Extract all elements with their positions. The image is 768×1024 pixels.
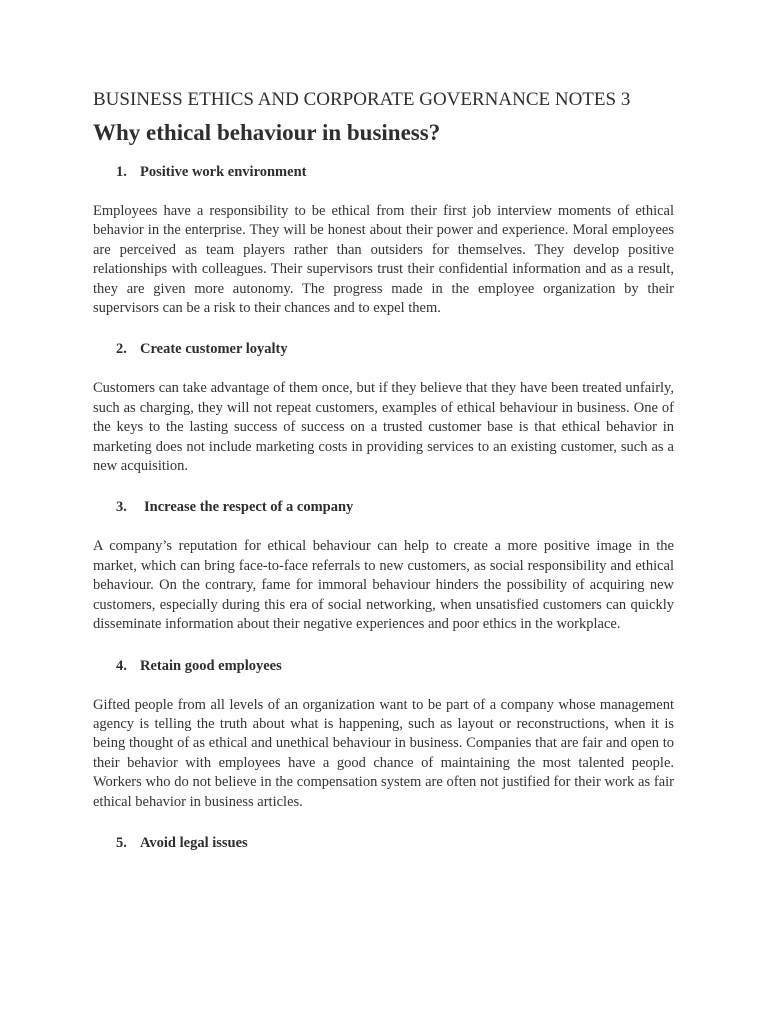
section-paragraph: A company’s reputation for ethical behaviour can help to create a more positive image in the market, which can bring face-to-face referrals to new customers, as social responsibility and ethical behaviour. On the contrary, fame for immoral behaviour hinders the possibility of acquiring new customers, especially during this era of social networking, when unsatisfied customers can quickly disseminate information about their negative experiences and poor ethics in the workplace.: [93, 538, 674, 633]
document-page: [93, 87, 674, 873]
section-title: Retain good employees: [140, 657, 282, 674]
section-number: 2.: [116, 341, 127, 358]
section-heading: [93, 162, 674, 182]
section-heading: [93, 497, 674, 517]
section-heading: [93, 833, 674, 853]
section-number: 3.: [116, 499, 127, 516]
document-title: BUSINESS ETHICS AND CORPORATE GOVERNANCE NOTES 3: [93, 89, 631, 110]
section-title: Increase the respect of a company: [144, 499, 354, 516]
section-heading: [93, 339, 674, 359]
section-number: 4.: [116, 657, 127, 674]
section-paragraph: Customers can take advantage of them once, but if they believe that they have been treated unfairly, such as charging, they will not repeat customers, examples of ethical behaviour in business. One of the keys to the lasting success of success on a trusted customer base is that ethical behavior in marketing does not include marketing costs in providing services to an existing customer, such as a new acquisition.: [93, 380, 674, 475]
section-title: Avoid legal issues: [140, 834, 248, 851]
section-increase-respect: [93, 497, 674, 634]
section-retain-good-employees: [93, 656, 674, 812]
section-paragraph: Gifted people from all levels of an organization want to be part of a company whose management agency is telling the truth about what is happening, such as layout or reconstructions, when it is being thought of as ethical and unethical behaviour in business. Companies that are fair and open to their behavior with employees have a good chance of maintaining the most talented people. Workers who do not believe in the compensation system are often not justified for their work as fair ethical behavior in business articles.: [93, 696, 674, 810]
section-title: Create customer loyalty: [140, 341, 288, 358]
section-number: 1.: [116, 164, 127, 180]
section-avoid-legal-issues: [93, 833, 674, 853]
document-heading: Why ethical behaviour in business?: [93, 120, 441, 145]
section-paragraph: Employees have a responsibility to be ethical from their first job interview moments of ethical behavior in the enterprise. They will be honest about their power and experience. Moral employees are perceived as team players rather than outsiders for themselves. They develop positive relationships with colleagues. Their supervisors trust their confidential information and as a result, they are given more autonomy. The progress made in the employee organization by their supervisors can be a risk to their chances and to expel them.: [93, 203, 674, 317]
section-title: Positive work environment: [140, 164, 307, 180]
section-positive-work-environment: [93, 162, 674, 318]
section-create-customer-loyalty: [93, 339, 674, 476]
section-heading: [93, 656, 674, 676]
section-number: 5.: [116, 834, 127, 851]
